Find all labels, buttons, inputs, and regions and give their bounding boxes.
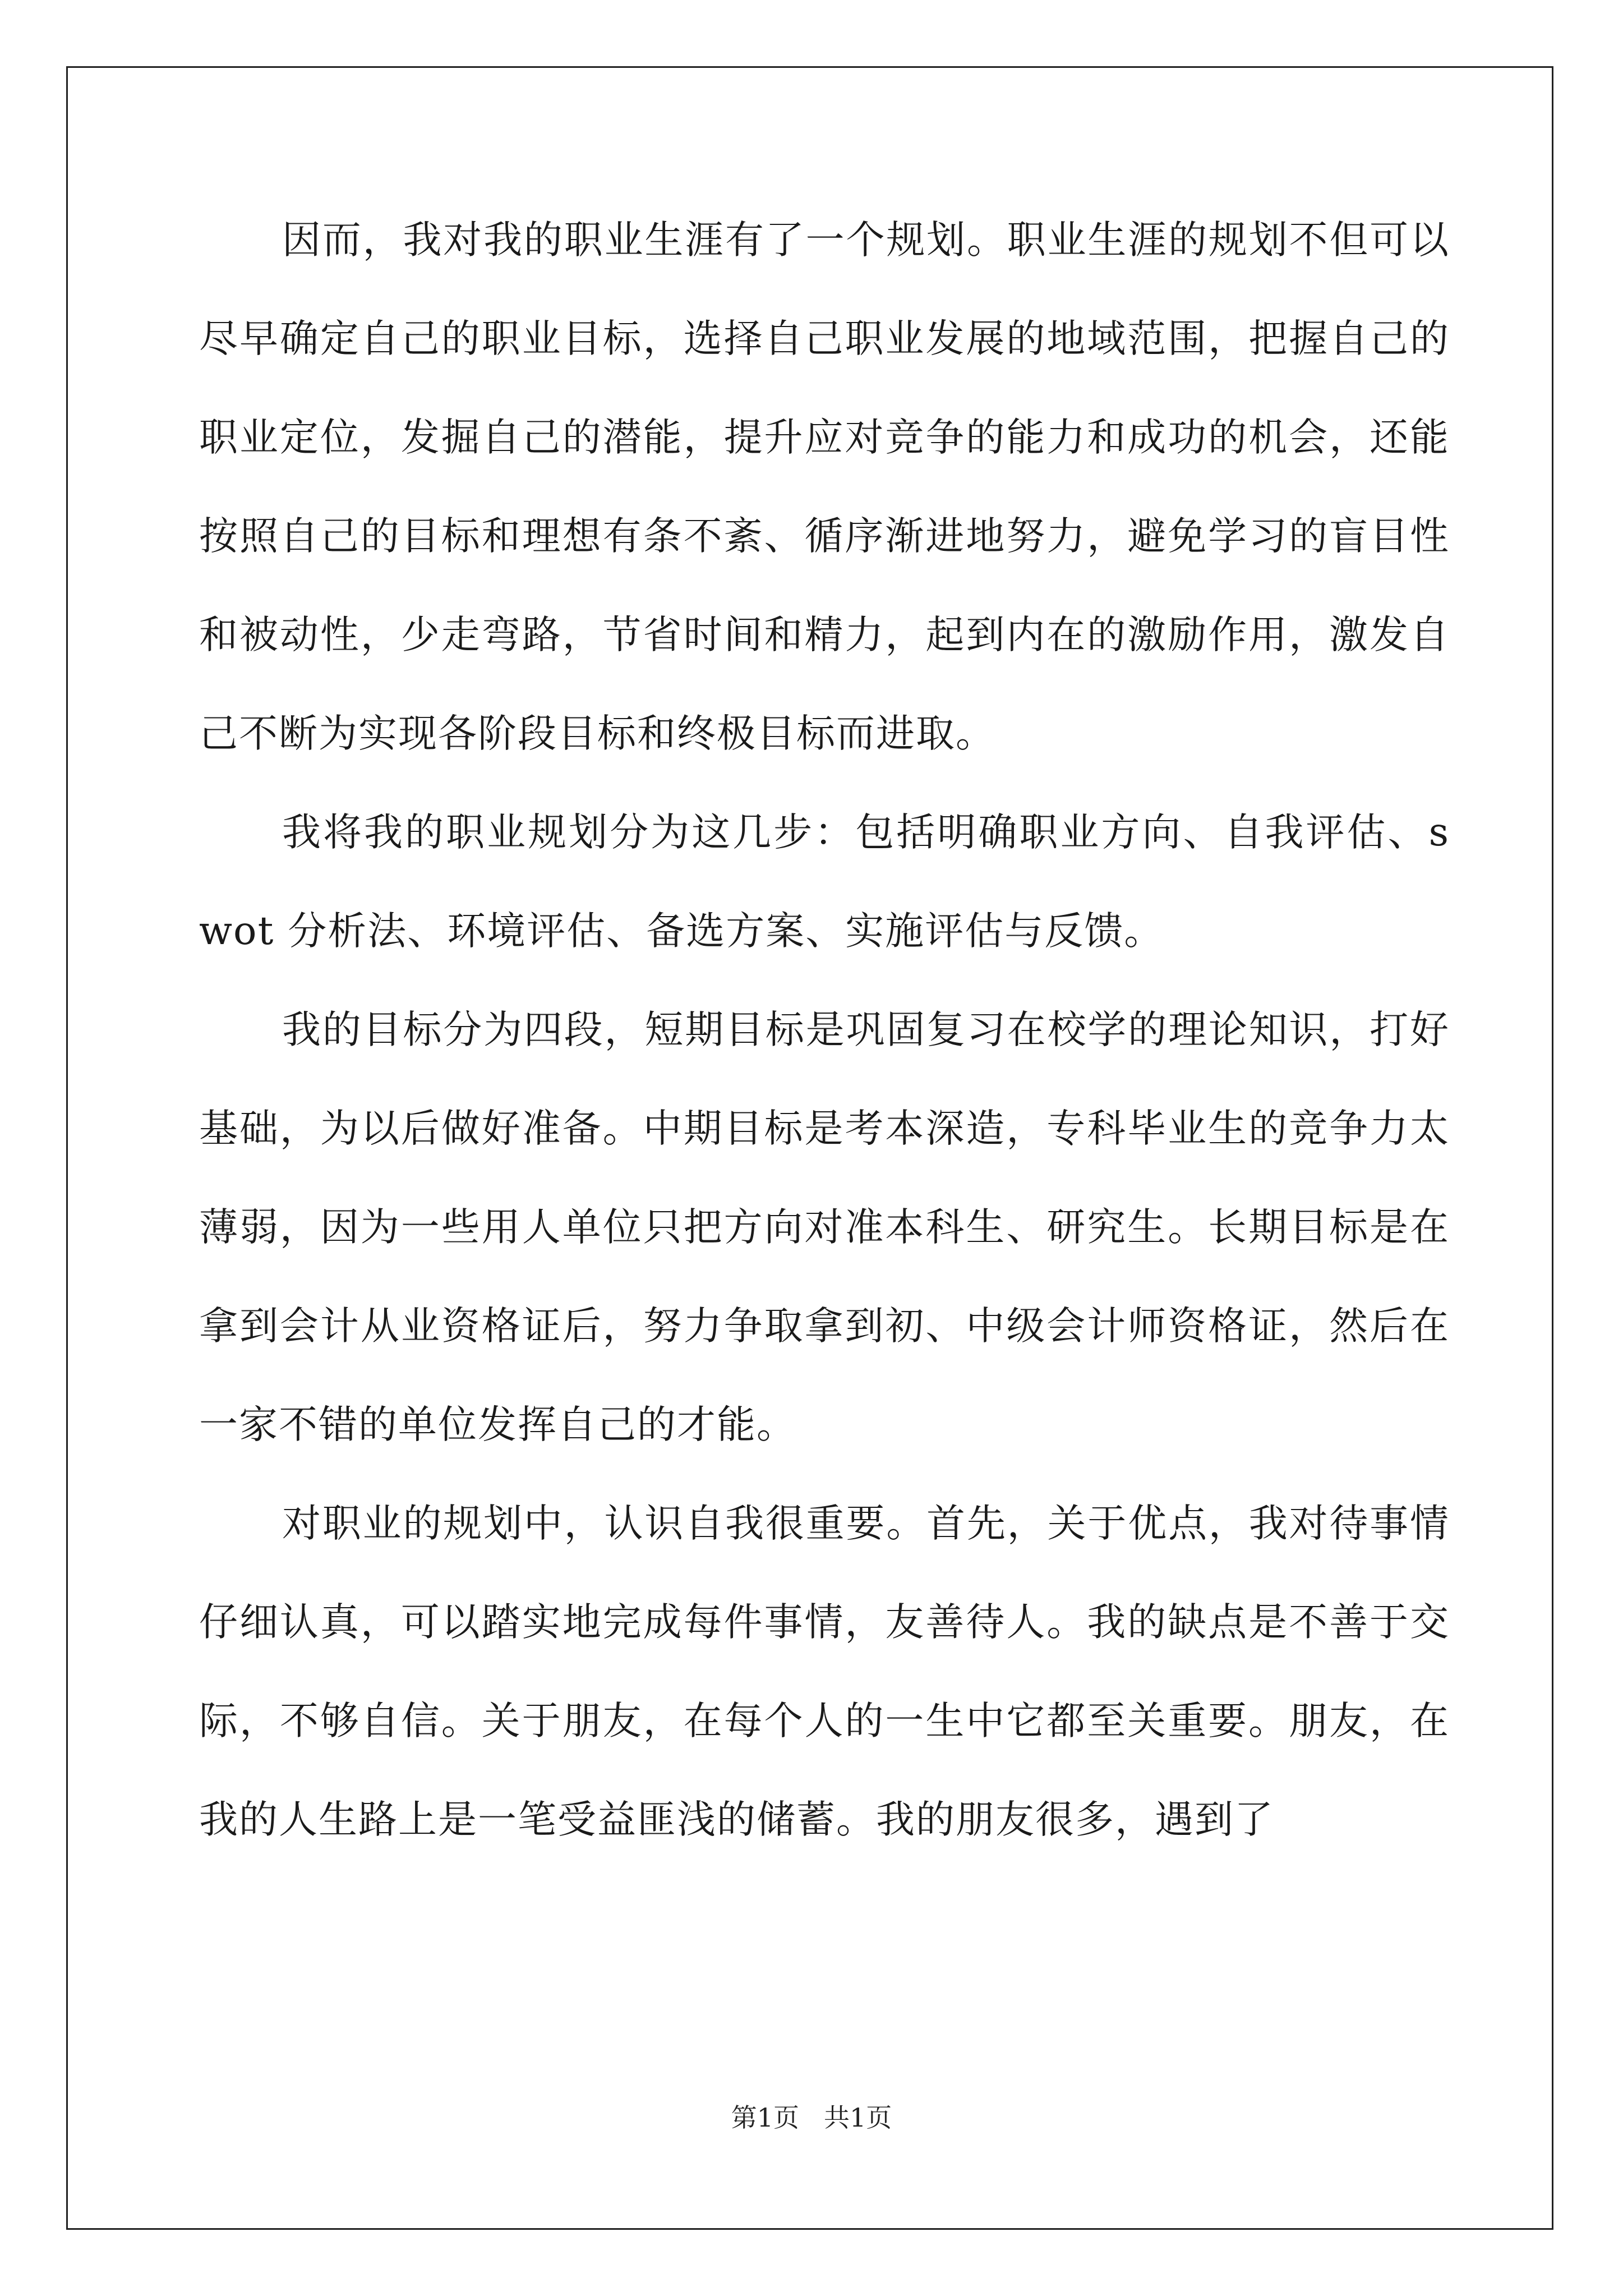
page-footer bbox=[0, 2101, 1623, 2134]
paragraph-3: 我的目标分为四段，短期目标是巩固复习在校学的理论知识，打好基础，为以后做好准备。中期目标是考本深造，专科毕业生的竞争力太薄弱，因为一些用人单位只把方向对准本科生、研究生。长期目标是在拿到会计从业资格证后，努力争取拿到初、中级会计师资格证，然后在一家不错的单位发挥自己的才能。 bbox=[199, 1007, 1450, 1447]
paragraph-1: 因而，我对我的职业生涯有了一个规划。职业生涯的规划不但可以尽早确定自己的职业目标，选择自己职业发展的地域范围，把握自己的职业定位，发掘自己的潜能，提升应对竞争的能力和成功的机会，还能按照自己的目标和理想有条不紊、循序渐进地努力，避免学习的盲目性和被动性，少走弯路，节省时间和精力，起到内在的激励作用，激发自己不断为实现各阶段目标和终极目标而进取。 bbox=[199, 218, 1450, 756]
paragraph-2: 我将我的职业规划分为这几步：包括明确职业方向、自我评估、swot 分析法、环境评估、备选方案、实施评估与反馈。 bbox=[199, 810, 1450, 954]
page-total: 共1页 bbox=[824, 2102, 892, 2133]
page-number: 第1页 bbox=[731, 2102, 799, 2133]
document-body bbox=[199, 191, 1450, 1869]
paragraph-4: 对职业的规划中，认识自我很重要。首先，关于优点，我对待事情仔细认真，可以踏实地完成每件事情，友善待人。我的缺点是不善于交际，不够自信。关于朋友，在每个人的一生中它都至关重要。朋友，在我的人生路上是一笔受益匪浅的储蓄。我的朋友很多，遇到了 bbox=[199, 1501, 1450, 1842]
